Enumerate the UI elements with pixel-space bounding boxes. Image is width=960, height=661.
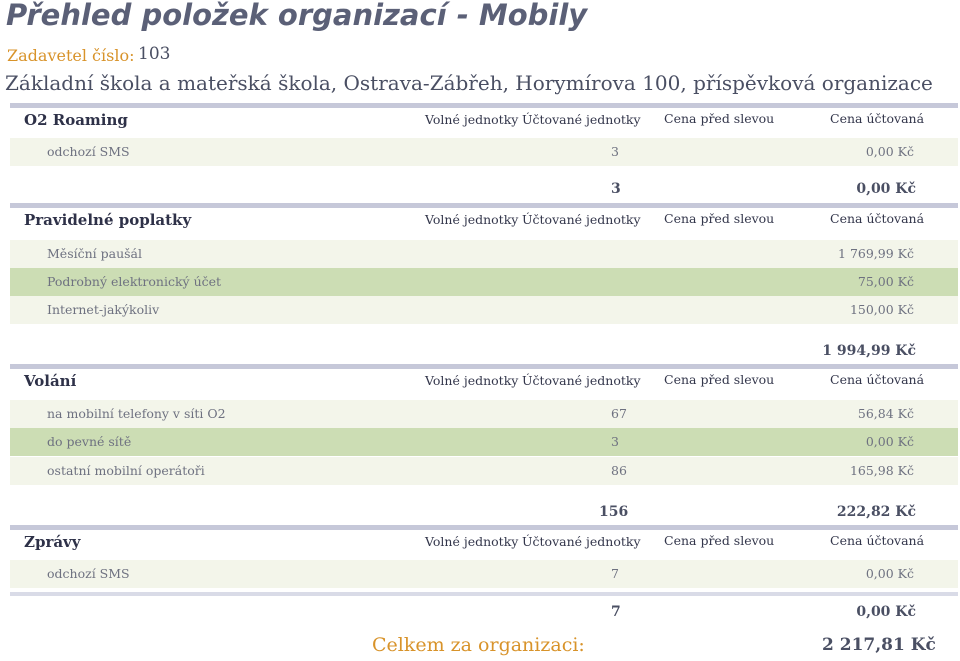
column-price-charged: Cena účtovaná [830,372,925,387]
section-total-units: 156 [599,504,629,520]
grand-total-value: 2 217,81 Kč [822,635,936,655]
row-item-name: odchozí SMS [47,144,130,159]
payer-value: 103 [138,44,171,64]
table-row [10,428,958,456]
row-billed-units: 86 [611,463,627,478]
column-billed-units: Účtované jednotky [522,112,641,127]
column-price-charged: Cena účtovaná [830,533,925,548]
section-divider [10,103,958,108]
section-total-price: 222,82 Kč [836,504,916,520]
column-free-units: Volné jednotky [425,112,519,127]
column-free-units: Volné jednotky [425,212,519,227]
row-price-charged: 0,00 Kč [865,144,914,159]
column-billed-units: Účtované jednotky [522,373,641,388]
section-total-price: 0,00 Kč [856,604,916,620]
payer-label: Zadavetel číslo: [7,46,135,65]
table-row [10,240,958,268]
row-item-name: do pevné sítě [47,434,132,449]
row-price-charged: 150,00 Kč [849,302,914,317]
row-item-name: Podrobný elektronický účet [47,274,222,289]
table-row [10,296,958,324]
row-item-name: na mobilní telefony v síti O2 [47,406,226,421]
section-title-regular-fees: Pravidelné poplatky [24,211,192,229]
column-price-before-discount: Cena před slevou [664,211,775,226]
section-title-calls: Volání [24,372,77,390]
row-price-charged: 56,84 Kč [857,406,914,421]
section-title-o2-roaming: O2 Roaming [24,111,128,129]
table-row [10,138,958,166]
column-free-units: Volné jednotky [425,534,519,549]
row-price-charged: 1 769,99 Kč [838,246,914,261]
column-price-before-discount: Cena před slevou [664,533,775,548]
table-row [10,400,958,428]
row-billed-units: 7 [611,566,619,581]
column-free-units: Volné jednotky [425,373,519,388]
section-total-price: 1 994,99 Kč [822,343,916,359]
row-billed-units: 3 [611,144,619,159]
column-price-charged: Cena účtovaná [830,111,925,126]
row-item-name: ostatní mobilní operátoři [47,463,205,478]
row-price-charged: 0,00 Kč [865,434,914,449]
section-divider [10,203,958,208]
column-price-before-discount: Cena před slevou [664,372,775,387]
section-total-units: 3 [611,181,621,197]
row-billed-units: 3 [611,434,619,449]
page-title: Přehled položek organizací - Mobily [6,0,588,32]
section-title-messages: Zprávy [24,533,81,551]
section-total-price: 0,00 Kč [856,181,916,197]
organization-name: Základní škola a mateřská škola, Ostrava-Zábřeh, Horymírova 100, příspěvková organizace [5,71,933,95]
row-item-name: Internet-jakýkoliv [47,302,160,317]
column-price-before-discount: Cena před slevou [664,111,775,126]
row-item-name: odchozí SMS [47,566,130,581]
row-item-name: Měsíční paušál [47,246,143,261]
row-billed-units: 67 [611,406,627,421]
section-total-units: 7 [611,604,621,620]
column-billed-units: Účtované jednotky [522,212,641,227]
grand-total-label: Celkem za organizaci: [372,634,585,656]
row-price-charged: 0,00 Kč [865,566,914,581]
table-row [10,268,958,296]
table-row [10,560,958,588]
section-divider [10,525,958,530]
row-price-charged: 75,00 Kč [857,274,914,289]
table-row [10,457,958,485]
row-price-charged: 165,98 Kč [849,463,914,478]
column-billed-units: Účtované jednotky [522,534,641,549]
column-price-charged: Cena účtovaná [830,211,925,226]
section-divider [10,592,958,596]
section-divider [10,364,958,369]
